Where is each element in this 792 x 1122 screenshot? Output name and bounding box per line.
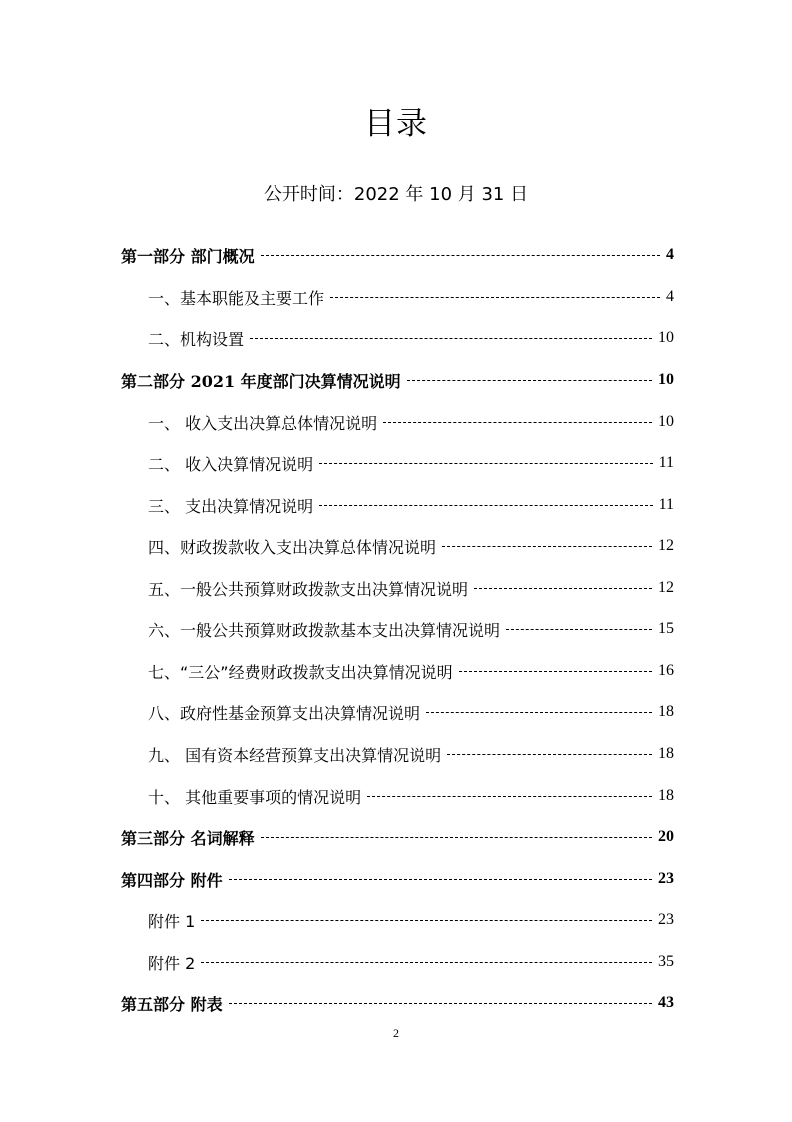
toc-entry-page: 10: [658, 329, 674, 346]
toc-entry-label: 第五部分 附表: [121, 994, 223, 1014]
toc-entry[interactable]: [121, 991, 674, 1015]
toc-entry[interactable]: [148, 534, 674, 558]
toc-leader: [201, 920, 652, 921]
toc-entry-page: 12: [658, 537, 674, 554]
toc-entry-page: 15: [658, 620, 674, 637]
toc-entry[interactable]: [148, 410, 674, 434]
toc-entry-label: 十、 其他重要事项的情况说明: [148, 787, 362, 807]
page-title: 目录: [364, 106, 428, 142]
toc-entry-label: 附件 1: [148, 911, 196, 931]
toc-leader: [407, 380, 652, 381]
toc-entry[interactable]: [148, 742, 674, 766]
toc-entry-label: 第一部分 部门概况: [121, 246, 255, 266]
toc-entry[interactable]: [121, 867, 674, 891]
toc-leader: [474, 588, 652, 589]
publish-date: 公开时间：2022 年 10 月 31 日: [263, 184, 529, 205]
toc-leader: [201, 962, 652, 963]
toc-entry-page: 23: [658, 911, 674, 928]
toc-entry-label: 四、财政拨款收入支出决算总体情况说明: [148, 537, 437, 557]
toc-entry[interactable]: [148, 700, 674, 724]
toc-entry-label: 一、 收入支出决算总体情况说明: [148, 413, 378, 433]
toc-entry-page: 10: [658, 371, 674, 388]
toc-entry-page: 16: [658, 662, 674, 679]
toc-entry[interactable]: [148, 617, 674, 641]
toc-entry[interactable]: [121, 825, 674, 849]
toc-entry[interactable]: [148, 950, 674, 974]
toc-entry-label: 五、一般公共预算财政拨款支出决算情况说明: [148, 579, 469, 599]
toc-entry-label: 三、 支出决算情况说明: [148, 496, 314, 516]
toc-entry-label: 六、一般公共预算财政拨款基本支出决算情况说明: [148, 620, 501, 640]
toc-leader: [250, 338, 652, 339]
toc-entry-label: 七、“三公”经费财政拨款支出决算情况说明: [148, 662, 453, 682]
toc-entry-label: 九、 国有资本经营预算支出决算情况说明: [148, 745, 442, 765]
toc-leader: [442, 546, 652, 547]
toc-entry-label: 第二部分 2021 年度部门决算情况说明: [121, 371, 401, 391]
toc-entry-page: 12: [658, 579, 674, 596]
toc-entry-page: 18: [658, 787, 674, 804]
toc-entry-page: 20: [658, 828, 674, 845]
toc-leader: [459, 671, 652, 672]
toc-entry[interactable]: [148, 576, 674, 600]
toc-entry-label: 二、机构设置: [148, 329, 245, 349]
toc-leader: [319, 505, 653, 506]
toc-entry-page: 10: [658, 413, 674, 430]
toc-entry-page: 18: [658, 703, 674, 720]
toc-entry[interactable]: [148, 451, 674, 475]
toc-entry-label: 一、基本职能及主要工作: [148, 288, 325, 308]
toc-entry-page: 4: [666, 246, 674, 263]
toc-entry[interactable]: [121, 368, 674, 392]
toc-entry-label: 二、 收入决算情况说明: [148, 454, 314, 474]
toc-leader: [229, 879, 652, 880]
toc-entry-label: 第三部分 名词解释: [121, 828, 255, 848]
toc-entry-page: 35: [658, 953, 674, 970]
toc-entry-page: 4: [666, 288, 674, 305]
toc-entry[interactable]: [148, 285, 674, 309]
toc-entry[interactable]: [148, 326, 674, 350]
toc-leader: [261, 255, 660, 256]
toc-entry-page: 11: [658, 454, 674, 471]
toc-entry-page: 11: [658, 496, 674, 513]
toc-leader: [426, 712, 652, 713]
toc-entry-page: 18: [658, 745, 674, 762]
page-number: 2: [393, 1026, 399, 1040]
toc-entry[interactable]: [148, 493, 674, 517]
toc-entry[interactable]: [148, 784, 674, 808]
toc-leader: [367, 796, 652, 797]
toc-entry-label: 八、政府性基金预算支出决算情况说明: [148, 703, 421, 723]
toc-entry[interactable]: [121, 243, 674, 267]
toc-entry[interactable]: [148, 659, 674, 683]
toc-leader: [447, 754, 652, 755]
toc-leader: [319, 463, 653, 464]
toc-leader: [229, 1003, 652, 1004]
toc-entry-page: 43: [658, 994, 674, 1011]
toc-entry-label: 第四部分 附件: [121, 870, 223, 890]
toc-leader: [261, 837, 652, 838]
toc-leader: [383, 422, 652, 423]
toc-entry-label: 附件 2: [148, 953, 196, 973]
toc-leader: [506, 629, 652, 630]
toc-leader: [330, 297, 660, 298]
toc-entry-page: 23: [658, 870, 674, 887]
toc-entry[interactable]: [148, 908, 674, 932]
